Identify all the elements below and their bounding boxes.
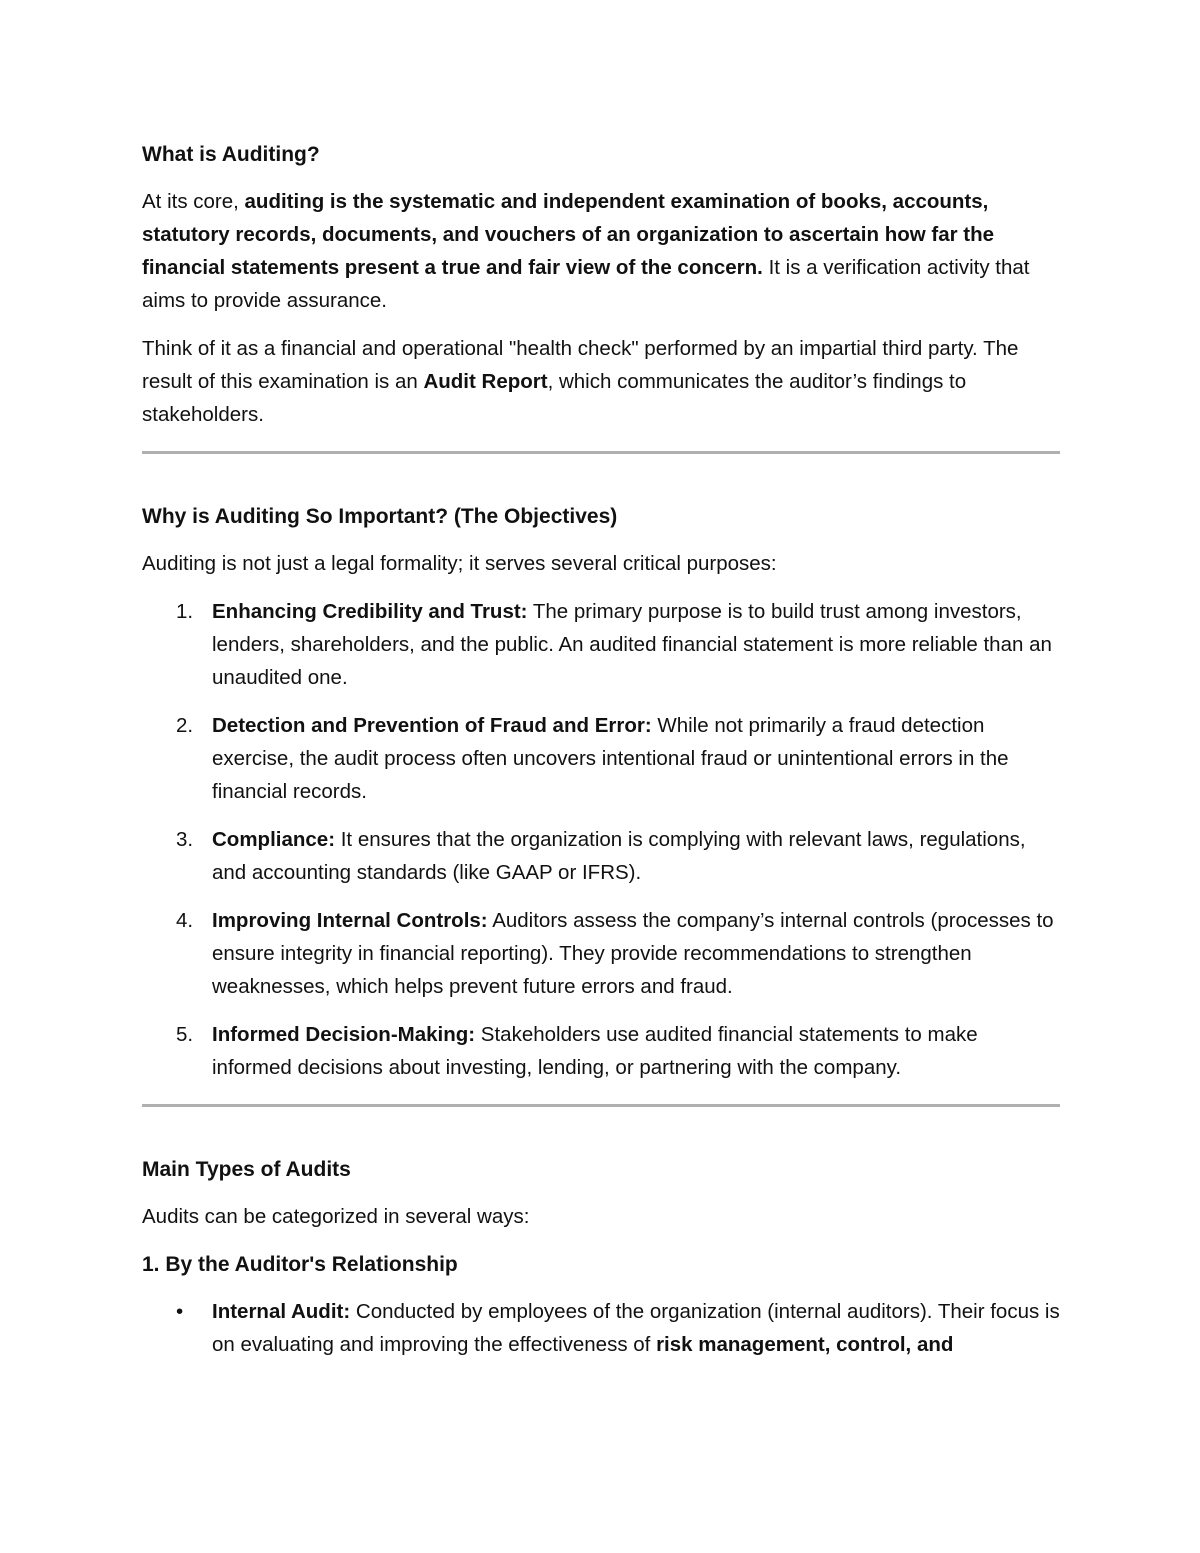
- item-text: Auditors assess the company’s internal controls (processes to ensure integrity in financial reporting). They provide recommendations to strengthen weaknesses, which helps prevent future errors and fraud.: [212, 909, 1054, 998]
- list-item: [142, 709, 1060, 808]
- item-text: It ensures that the organization is complying with relevant laws, regulations, and accounting standards (like GAAP or IFRS).: [212, 828, 1026, 884]
- document-content: [142, 138, 1060, 1376]
- text: At its core,: [142, 190, 245, 213]
- item-title: Informed Decision-Making:: [212, 1023, 476, 1046]
- list-item: [142, 1018, 1060, 1084]
- item-text: The primary purpose is to build trust among investors, lenders, shareholders, and the public. An audited financial statement is more reliable than an unaudited one.: [212, 600, 1052, 689]
- list-item: [142, 595, 1060, 694]
- item-title: Enhancing Credibility and Trust:: [212, 600, 528, 623]
- heading-main-types: Main Types of Audits: [142, 1158, 351, 1181]
- item-title: Detection and Prevention of Fraud and Error:: [212, 714, 652, 737]
- list-item: [142, 1295, 1060, 1361]
- list-item: [142, 904, 1060, 1003]
- audit-types-list: [142, 1295, 1060, 1361]
- bullet-icon: •: [176, 1300, 184, 1323]
- heading-what-is-auditing: What is Auditing?: [142, 143, 320, 166]
- list-number: 5.: [176, 1023, 194, 1046]
- divider: [142, 1104, 1060, 1107]
- subheading-auditor-relationship: 1. By the Auditor's Relationship: [142, 1253, 458, 1276]
- list-number: 2.: [176, 714, 194, 737]
- bold-text: Audit Report: [423, 370, 548, 393]
- list-number: 1.: [176, 600, 194, 623]
- item-text: Conducted by employees of the organization (internal auditors). Their focus is on evaluating and improving the effectiveness of: [212, 1300, 1060, 1356]
- objectives-list: [142, 595, 1060, 1084]
- text: It is a verification activity that aims to provide assurance.: [142, 256, 1030, 312]
- item-text: While not primarily a fraud detection exercise, the audit process often uncovers intentional fraud or unintentional errors in the financial records.: [212, 714, 1009, 803]
- paragraph-types-intro: Audits can be categorized in several ways:: [142, 1205, 530, 1228]
- item-title: Improving Internal Controls:: [212, 909, 488, 932]
- bold-text: risk management, control, and: [656, 1333, 954, 1356]
- paragraph-health-check: [142, 332, 1060, 431]
- heading-why-important: Why is Auditing So Important? (The Objectives): [142, 505, 618, 528]
- item-text: Stakeholders use audited financial statements to make informed decisions about investing, lending, or partnering with the company.: [212, 1023, 978, 1079]
- bold-text: auditing is the systematic and independent examination of books, accounts, statutory records, documents, and vouchers of an organization to ascertain how far the financial statements present a true and fair view of the concern.: [142, 190, 995, 279]
- list-number: 3.: [176, 828, 194, 851]
- list-item: [142, 823, 1060, 889]
- item-title: Internal Audit:: [212, 1300, 351, 1323]
- paragraph-definition: [142, 185, 1060, 317]
- item-title: Compliance:: [212, 828, 336, 851]
- text: , which communicates the auditor’s findings to stakeholders.: [142, 370, 967, 426]
- list-number: 4.: [176, 909, 194, 932]
- text: Think of it as a financial and operational "health check" performed by an impartial third party. The result of this examination is an: [142, 337, 1019, 393]
- paragraph-why-intro: Auditing is not just a legal formality; it serves several critical purposes:: [142, 552, 777, 575]
- divider: [142, 451, 1060, 454]
